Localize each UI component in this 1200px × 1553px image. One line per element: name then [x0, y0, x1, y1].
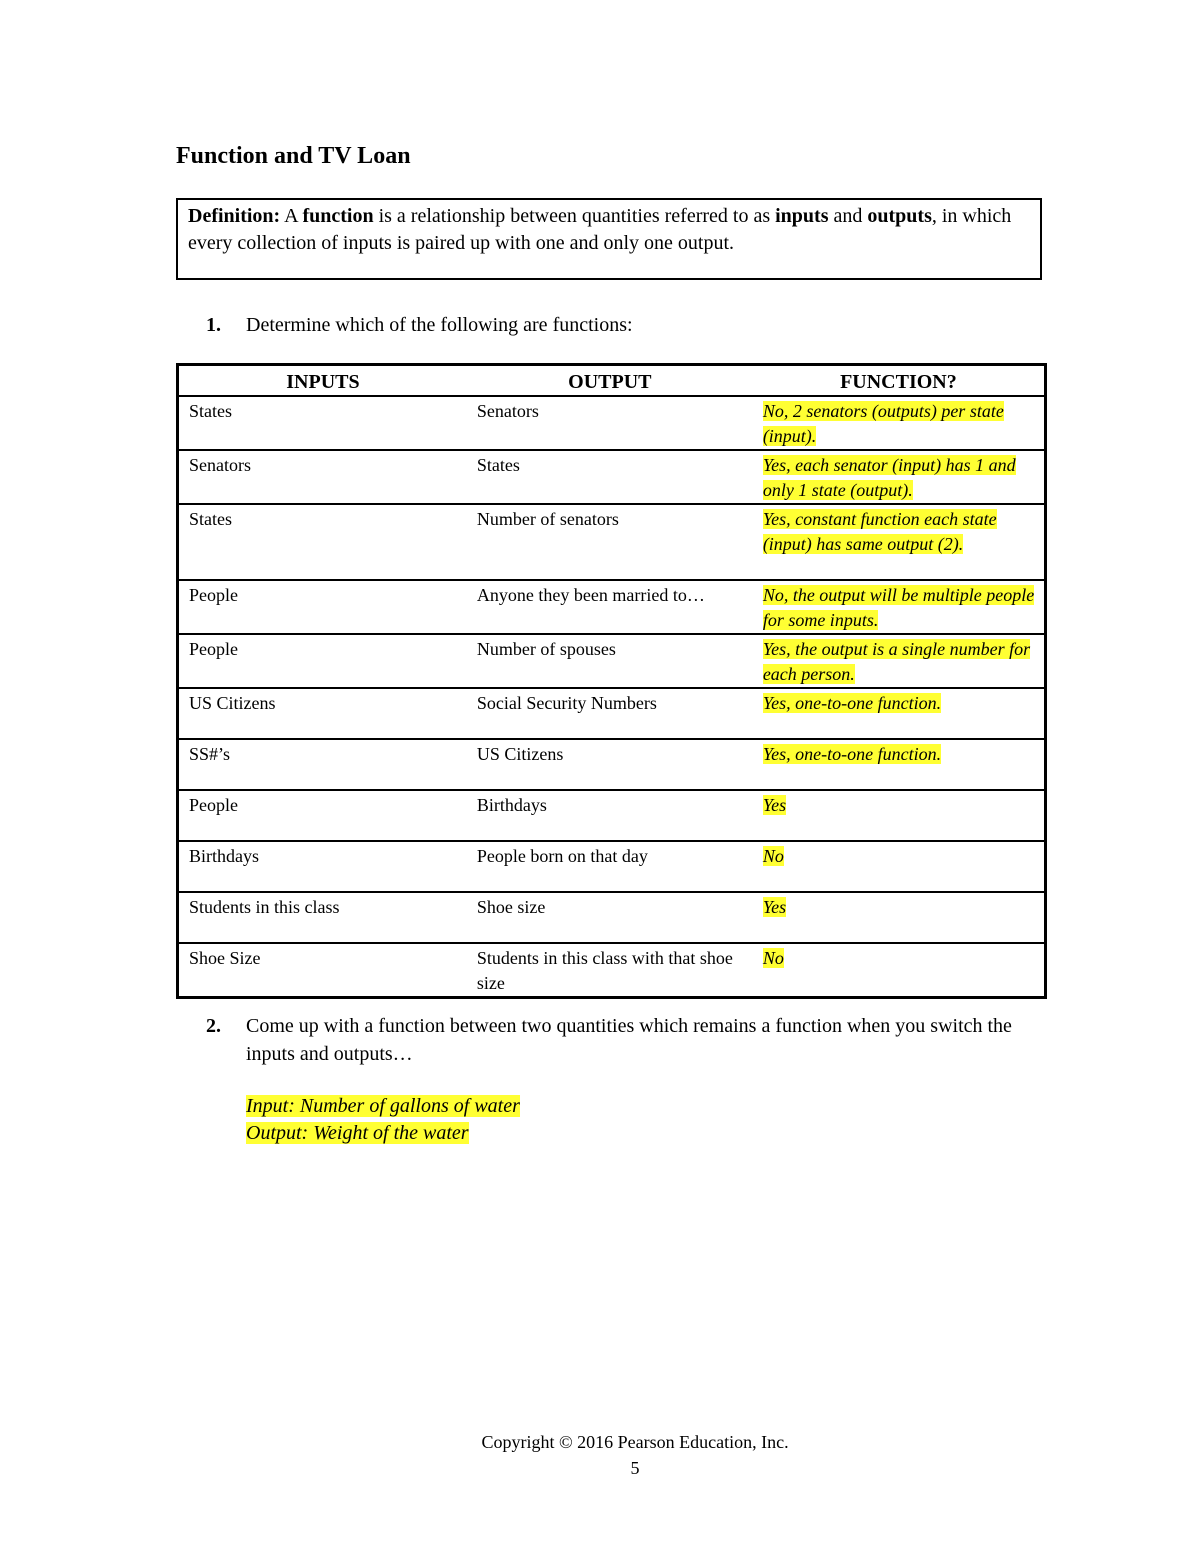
cell-input: People	[178, 634, 467, 688]
cell-answer: Yes, constant function each state (input) has same output (2).	[762, 509, 997, 554]
copyright-footer: Copyright © 2016 Pearson Education, Inc.	[481, 1432, 789, 1452]
definition-term-outputs: outputs	[867, 205, 932, 227]
cell-answer: Yes, each senator (input) has 1 and only 1 state (output).	[762, 455, 1016, 500]
definition-text-1: A	[280, 205, 303, 227]
page-title: Function and TV Loan	[176, 143, 411, 169]
header-output: OUTPUT	[467, 365, 753, 397]
cell-answer: No, the output will be multiple people for some inputs.	[762, 585, 1035, 630]
question-2	[206, 1012, 1056, 1068]
definition-label: Definition:	[188, 205, 281, 227]
cell-output: Number of spouses	[467, 634, 753, 688]
cell-output: US Citizens	[467, 739, 753, 790]
functions-table	[176, 363, 1047, 999]
question-2-answer	[246, 1093, 520, 1147]
definition-text-4: , in which every collection of inputs is paired up with one and only one output.	[188, 205, 1012, 254]
cell-answer: Yes	[762, 795, 787, 815]
cell-input: Students in this class	[178, 892, 467, 943]
cell-output: Birthdays	[467, 790, 753, 841]
cell-output: Anyone they been married to…	[467, 580, 753, 634]
header-inputs: INPUTS	[178, 365, 467, 397]
cell-answer: Yes, one-to-one function.	[762, 744, 942, 764]
question-2-number: 2.	[206, 1015, 221, 1037]
table-row	[178, 450, 1046, 504]
cell-input: States	[178, 504, 467, 580]
cell-output: Number of senators	[467, 504, 753, 580]
cell-input: Shoe Size	[178, 943, 467, 998]
table-row	[178, 580, 1046, 634]
cell-answer: No	[762, 948, 784, 968]
definition-term-inputs: inputs	[775, 205, 829, 227]
question-1	[206, 311, 1056, 339]
answer-output: Output: Weight of the water	[246, 1122, 469, 1144]
cell-output: Social Security Numbers	[467, 688, 753, 739]
header-function: FUNCTION?	[753, 365, 1046, 397]
table-row	[178, 634, 1046, 688]
table-row	[178, 688, 1046, 739]
cell-output: States	[467, 450, 753, 504]
question-1-text: Determine which of the following are functions:	[246, 314, 633, 336]
cell-answer: Yes, one-to-one function.	[762, 693, 942, 713]
cell-answer: Yes, the output is a single number for each person.	[762, 639, 1031, 684]
cell-input: States	[178, 396, 467, 450]
table-row	[178, 396, 1046, 450]
cell-input: People	[178, 580, 467, 634]
cell-input: SS#’s	[178, 739, 467, 790]
table-row	[178, 943, 1046, 998]
cell-answer: No	[762, 846, 784, 866]
cell-input: People	[178, 790, 467, 841]
cell-output: Students in this class with that shoe size	[467, 943, 753, 998]
table-row	[178, 790, 1046, 841]
cell-output: Senators	[467, 396, 753, 450]
cell-output: People born on that day	[467, 841, 753, 892]
table-row	[178, 504, 1046, 580]
definition-text-2: is a relationship between quantities referred to as	[373, 205, 776, 227]
question-1-number: 1.	[206, 314, 221, 336]
table-row	[178, 841, 1046, 892]
cell-input: Senators	[178, 450, 467, 504]
cell-answer: Yes	[762, 897, 787, 917]
cell-input: US Citizens	[178, 688, 467, 739]
cell-input: Birthdays	[178, 841, 467, 892]
cell-output: Shoe size	[467, 892, 753, 943]
page-number: 5	[630, 1458, 640, 1478]
table-header-row	[178, 365, 1046, 397]
table-row	[178, 739, 1046, 790]
definition-text-3: and	[828, 205, 868, 227]
definition-box	[176, 198, 1042, 280]
table-row	[178, 892, 1046, 943]
definition-term-function: function	[302, 205, 374, 227]
question-2-text: Come up with a function between two quantities which remains a function when you switch the inputs and outputs…	[246, 1015, 1012, 1065]
cell-answer: No, 2 senators (outputs) per state (input).	[762, 401, 1004, 446]
answer-input: Input: Number of gallons of water	[246, 1095, 520, 1117]
